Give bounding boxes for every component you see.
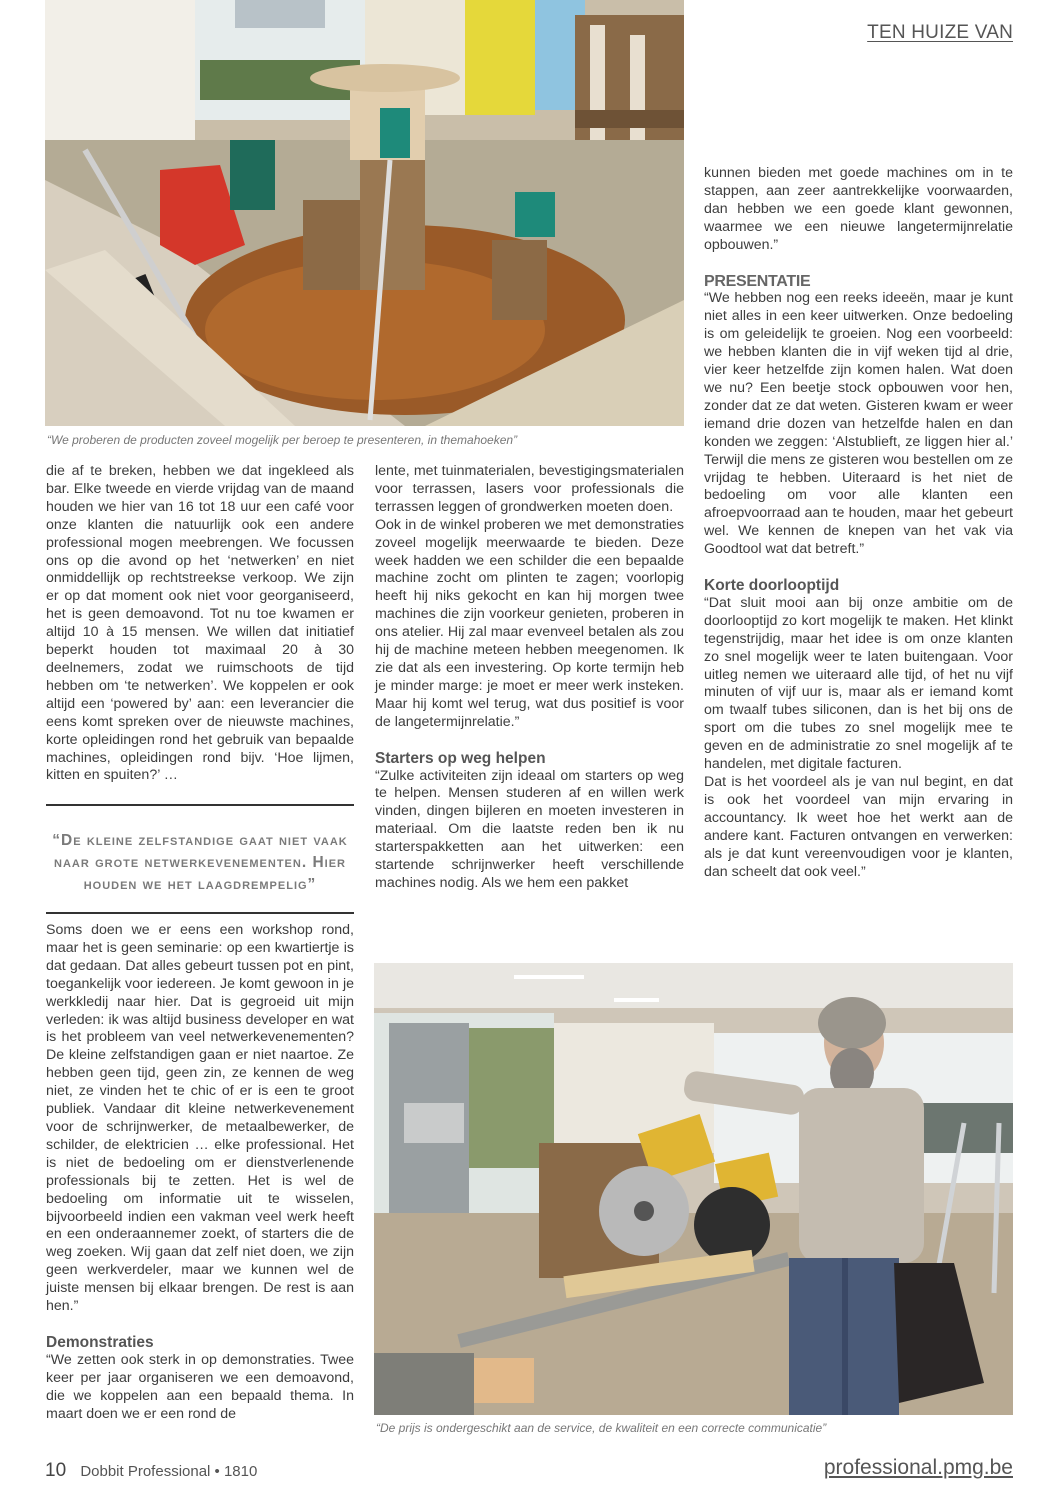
paragraph: lente, met tuinmaterialen, bevestigingsmaterialen voor terrassen, lasers voor professionals die terrassen leggen of grondwerken moeten doen. — [375, 463, 684, 515]
paragraph: “We hebben nog een reeks ideeën, maar je kunt niet alles in een keer uitwerken. Onze bedoeling is om geleidelijk te groeien. Nog een voorbeeld: we hebben klanten die in vijf weken tijd al drie, vier keer hetzelfde zijn komen halen. Wat doen we nu? Een beetje stock opbouwen voor hen, zonder dat ze dat weten. Gisteren kwam er weer iemand drie dozen van hetzelfde halen en dan konden we zeggen: ‘Alstublieft, ze liggen hier al.’ Terwijl die mens ze gisteren wou bestellen om ze vrijdag te hebben. Uiteraard is het niet de bedoeling om voor alle klanten een afroepvoorraad aan te houden, maar het gebeurt wel. We kennen de knepen van het vak via Goodtool wat dat betreft.” — [704, 290, 1013, 558]
paragraph: Dat is het voordeel als je van nul begint, en dat is ook het voordeel van mijn ervaring in accountancy. Ik weet hoe het werkt aan de andere kant. Facturen ontvangen en verwerken: als je dat kunt vereenvoudigen voor je klanten, dan scheelt dat ook veel.” — [704, 774, 1013, 880]
photo-themed-display — [45, 0, 684, 426]
paragraph: Soms doen we er eens een workshop rond, maar het is geen seminarie: op een kwartiertje is dat gedaan. Dat alles gebeurt tussen pot en pint, toegankelijk voor iedereen. Je komt gewoon in je werkkledij naar hier. Dat is gegroeid uit mijn verleden: ik was altijd business developer en wat is het probleem van veel netwerkevenementen? De kleine zelfstandigen gaan er niet naartoe. Ze hebben geen tijd, geen zin, ze kennen de weg niet, ze vinden het te chic of er is een te groot publiek. Vandaar dit kleine netwerkevenement voor de schrijnwerker, de metaalbewerker, de schilder, de elektricien … elke professional. Het is niet de bedoeling om er dienstverlenende professionals bij te zetten. Het is wel de bedoeling om informatie uit te wisselen, bijvoorbeeld indien een vakman veel werk heeft en een onderaannemer zoekt, of starters die de weg zoeken. Wij gaan dat zelf niet doen, we zijn geen werkverdeler, maar we kunnen wel de juiste mensen bij elkaar brengen. De rest is aan hen.” — [46, 922, 354, 1315]
photo-themed-display-illustration — [45, 0, 684, 426]
paragraph: “Dat sluit mooi aan bij onze ambitie om de doorlooptijd zo kort mogelijk te maken. Het klinkt tegenstrijdig, maar het idee is om onze klanten zo snel mogelijk weer te laten buitengaan. Voor uitleg nemen we uiteraard alle tijd, of het nu vijf minuten of vijf uur is, maar als er iemand komt om twaalf tubes siliconen, dan is het bij ons de sport om die tubes zo snel mogelijk mee te geven en de administratie zo snel mogelijk af te handelen, met digitale facturen. — [704, 594, 1013, 773]
subheading-demonstraties: Demonstraties — [46, 1333, 154, 1351]
photo-caption-top: “We proberen de producten zoveel mogelijk per beroep te presenteren, in themahoeken” — [47, 433, 518, 447]
subheading-starters: Starters op weg helpen — [375, 749, 546, 767]
article-column-3 — [704, 165, 1013, 881]
publication-name: Dobbit Professional • 1810 — [80, 1463, 258, 1480]
paragraph: “Zulke activiteiten zijn ideaal om starters op weg te helpen. Mensen studeren af en willen werk vinden, dingen bijleren en moeten investeren in materiaal. Om die laatste reden ben ik nu starterspakketten aan het uitwerken: een startende schrijnwerker heeft verschillende machines nodig. Als we hem een pakket — [375, 767, 684, 891]
article-column-2 — [375, 463, 684, 893]
pullquote-rule-bottom — [46, 912, 354, 914]
pullquote-rule-top — [46, 804, 354, 806]
page-number: 10 — [45, 1460, 67, 1481]
subheading-korte-doorlooptijd: Korte doorlooptijd — [704, 577, 840, 595]
page-footer-left — [45, 1460, 257, 1482]
photo-caption-bottom: “De prijs is ondergeschikt aan de service, de kwaliteit en een correcte communicatie” — [376, 1421, 827, 1435]
paragraph: Ook in de winkel proberen we met demonstraties zoveel mogelijk meerwaarde te bieden. Deze week hadden we een schilder die een bepaalde machine zocht om plinten te zagen; voorlopig heeft hij niks gekocht en kan hij morgen twee machines die zijn voorkeur genieten, proberen in ons atelier. Hij zal maar evenveel betalen als zou hij de machine meteen hebben meegenomen. Ik zie dat als een investering. Op korte termijn heb je minder marge: je moet er meer werk insteken. Maar hij komt wel terug, wat dus positief is voor de langetermijnrelatie.” — [375, 516, 684, 730]
article-column-1-continued — [46, 922, 354, 1423]
photo-man-with-saw — [374, 963, 1013, 1415]
paragraph: “We zetten ook sterk in op demonstraties. Twee keer per jaar organiseren we een demoavond, die we koppelen aan een bepaald thema. In maart doen we er een rond de — [46, 1351, 354, 1422]
section-label: TEN HUIZE VAN — [867, 22, 1013, 43]
article-column-1 — [46, 463, 354, 785]
paragraph: die af te breken, hebben we dat ingekleed als bar. Elke tweede en vierde vrijdag van de maand houden we hier van 16 tot 18 uur een café voor onze klanten die natuurlijk ook een andere professional mogen meebrengen. We focussen ons op die avond op het ‘netwerken’ en niet onmiddellijk op rechtstreekse verkoop. We zijn er op dat moment ook niet voor georganiseerd, het is geen demoavond. Tot nu toe kwamen er altijd 10 à 15 mensen. We willen dat initiatief beperkt houden tot maximaal 20 à 30 deelnemers, zodat we ruimschoots de tijd hebben om ‘te netwerken’. We koppelen er ook altijd een ‘powered by’ aan: een leverancier die eens komt spreken over de nieuwste machines, korte opleidingen rond het gebruik van bepaalde machines, opleidingen rond bijv. ‘Hoe lijmen, kitten en spuiten?’ … — [46, 463, 354, 784]
paragraph: kunnen bieden met goede machines om in te stappen, aan zeer aantrekkelijke voorwaarden, dan hebben we een goede klant gewonnen, waarmee we een nieuwe langetermijnrelatie opbouwen.” — [704, 165, 1013, 253]
website-link[interactable]: professional.pmg.be — [823, 1456, 1013, 1479]
pull-quote: “De kleine zelfstandige gaat niet vaak naar grote netwerkevenementen. Hier houden we het laagdrempelig” — [52, 832, 348, 893]
subheading-presentatie: PRESENTATIE — [704, 272, 811, 290]
photo-man-with-saw-illustration — [374, 963, 1013, 1415]
